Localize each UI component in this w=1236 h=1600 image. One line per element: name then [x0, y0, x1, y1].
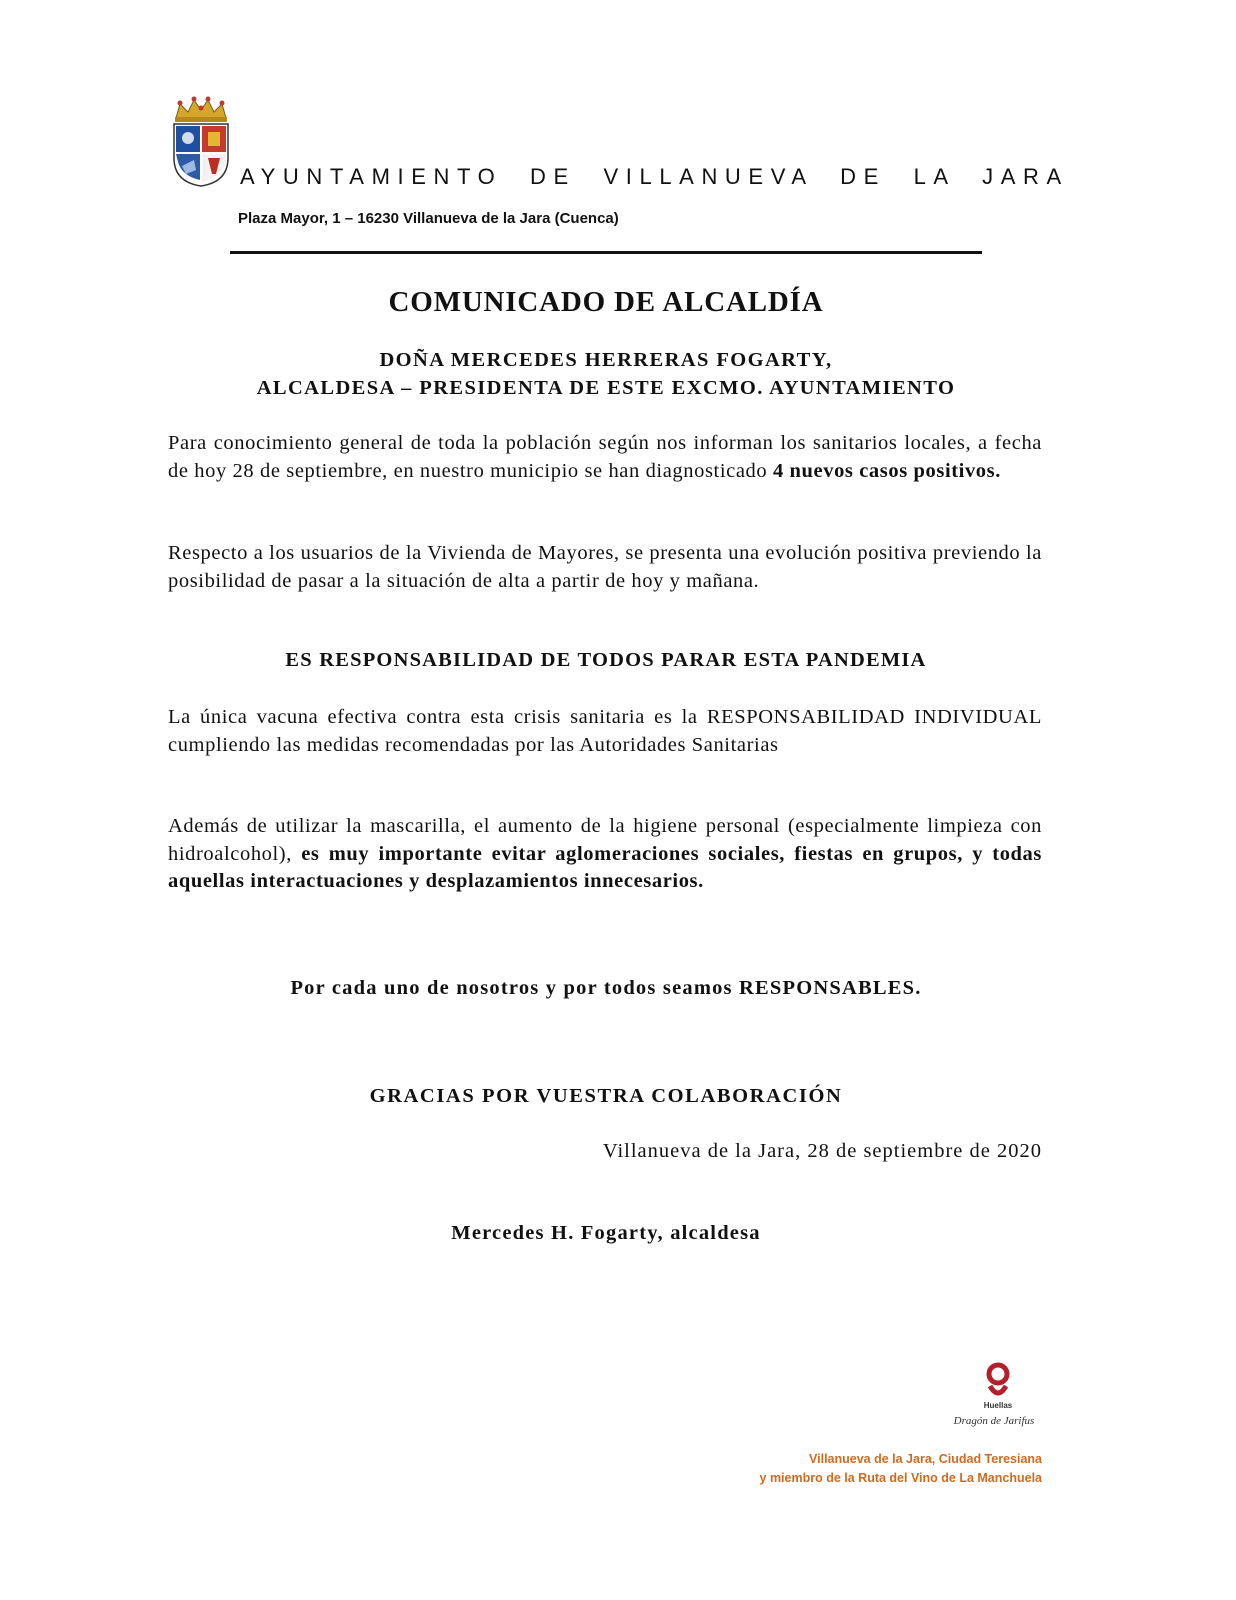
responsibility-heading: ES RESPONSABILIDAD DE TODOS PARAR ESTA PANDEMIA — [285, 649, 927, 671]
footer-line-2: y miembro de la Ruta del Vino de La Manchuela — [759, 1471, 1042, 1485]
organization-name: AYUNTAMIENTO DE VILLANUEVA DE LA JARA — [240, 164, 1069, 189]
paragraph-elderly-home: Respecto a los usuarios de la Vivienda de Mayores, se presenta una evolución positiva previendo la posibilidad de pasar a la situación de alta a partir de hoy y mañana. — [168, 542, 1042, 592]
mayor-heading — [0, 346, 1212, 402]
header-divider — [230, 251, 982, 254]
paragraph-vaccine: La única vacuna efectiva contra esta crisis sanitaria es la RESPONSABILIDAD INDIVIDUAL cumpliendo las medidas recomendadas por las Autoridades Sanitarias — [168, 706, 1042, 756]
paragraph-measures-bold: es muy importante evitar aglomeraciones sociales, fiestas en grupos, y todas aquellas interactuaciones y desplazamientos innecesarios. — [168, 842, 1042, 892]
paragraph-measures-text: Además de utilizar la mascarilla, el aumento de la higiene personal (especialmente limpieza con hidroalcohol), — [168, 815, 1042, 865]
document-date: Villanueva de la Jara, 28 de septiembre de 2020 — [602, 1140, 1042, 1162]
closing-statement: Por cada uno de nosotros y por todos seamos RESPONSABLES. — [290, 977, 922, 999]
thanks-heading: GRACIAS POR VUESTRA COLABORACIÓN — [369, 1085, 843, 1107]
paragraph-measures — [168, 813, 1042, 896]
coat-of-arms-icon — [170, 96, 232, 188]
huellas-logo-script: Dragón de Jarifus — [953, 1415, 1035, 1427]
document-title: COMUNICADO DE ALCALDÍA — [388, 286, 824, 318]
paragraph-cases — [168, 430, 1042, 485]
footer-tagline — [760, 1450, 1042, 1488]
huellas-logo-icon — [950, 1358, 1040, 1438]
signature: Mercedes H. Fogarty, alcaldesa — [451, 1222, 761, 1244]
paragraph-cases-text: Para conocimiento general de toda la población según nos informan los sanitarios locales, a fecha de hoy 28 de septiembre, en nuestro municipio se han diagnosticado — [168, 432, 1042, 482]
mayor-position: ALCALDESA – PRESIDENTA DE ESTE EXCMO. AYUNTAMIENTO — [256, 377, 956, 399]
huellas-logo — [950, 1358, 1040, 1438]
organization-address: Plaza Mayor, 1 – 16230 Villanueva de la Jara (Cuenca) — [238, 210, 619, 227]
huellas-logo-word: Huellas — [983, 1401, 1013, 1410]
footer-line-1: Villanueva de la Jara, Ciudad Teresiana — [809, 1452, 1042, 1466]
mayor-name: DOÑA MERCEDES HERRERAS FOGARTY, — [379, 349, 833, 371]
paragraph-cases-bold: 4 nuevos casos positivos. — [772, 459, 1001, 482]
